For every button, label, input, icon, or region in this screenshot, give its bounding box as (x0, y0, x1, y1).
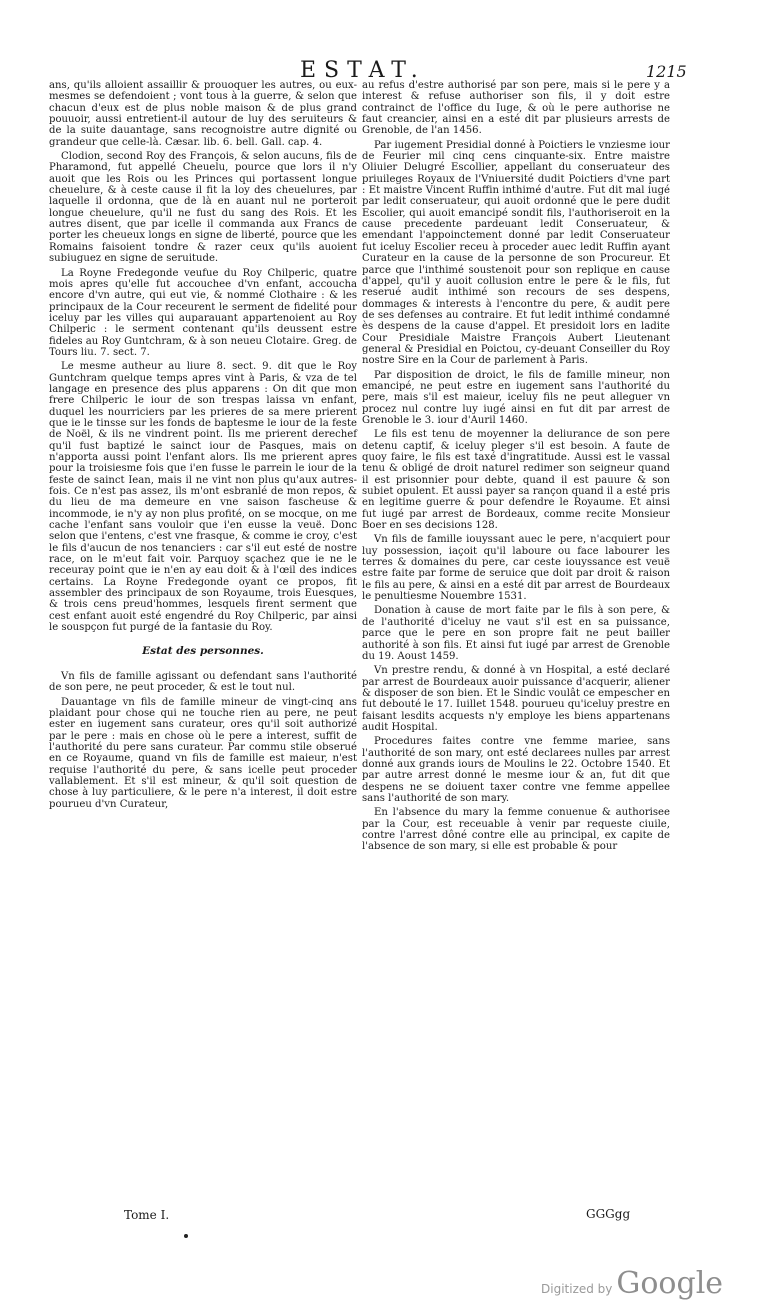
paragraph: Par disposition de droict, le fils de famille mineur, non emancipé, ne peut estre en iugement sans l'authorité du pere, mais s'il est maieur, iceluy fils ne peut alleguer vn procez nul contre luy iugé ainsi en fut dit par arrest de Grenoble le 3. iour d'Auril 1460. (362, 369, 670, 426)
paragraph: En l'absence du mary la femme conuenue & authorisee par la Cour, est receuable à venir par requeste ciuile, contre l'arrest dôné contre elle au principal, ex capite de l'absence de son mary, si elle est probable & pour (362, 807, 670, 853)
right-column (362, 80, 670, 856)
paragraph: Le fils est tenu de moyenner la deliurance de son pere detenu captif, & iceluy pleger s'il est besoin. A faute de quoy faire, le fils est taxé d'ingratitude. Aussi est le vassal tenu & obligé de droit naturel redimer son seigneur quand il est prisonnier pour debte, quand il est pauure & son subiet opulent. Et aussi payer sa rançon quand il a esté pris en legitime guerre & pour defendre le Royaume. Et ainsi fut iugé par arrest de Bordeaux, comme recite Monsieur Boer en ses decisions 128. (362, 429, 670, 532)
google-logo: Google (616, 1266, 724, 1301)
paragraph: Vn fils de famille iouyssant auec le pere, n'acquiert pour luy possession, iaçoit qu'il laboure ou face labourer les terres & domaines du pere, car ceste iouyssance est veuë estre faite par forme de seruice que doit par droit & raison le fils au pere, & ainsi en a esté dit par arrest de Bourdeaux le penultiesme Nouembre 1531. (362, 534, 670, 603)
watermark-prefix: Digitized by (541, 1282, 613, 1296)
signature-mark: GGGgg (586, 1207, 631, 1221)
running-title: ESTAT. (300, 58, 426, 83)
section-heading: Estat des personnes. (142, 644, 264, 657)
ink-speck (184, 1234, 188, 1238)
paragraph: Clodion, second Roy des François, & selon aucuns, fils de Pharamond, fut appellé Cheuelu, pource que lors il n'y auoit que les Rois ou les Princes qui portassent longue cheuelure, & à ceste cause il fit la loy des cheuelures, par laquelle il ordonna, que de là en auant nul ne porteroit longue cheuelure, qu'il ne fust du sang des Rois. Et les autres disent, que par icelle il commanda aux Francs de porter les cheueux longs en signe de liberté, pource que les Romains faisoient tondre & razer ceux qu'ils auoient subiuguez en signe de seruitude. (49, 151, 357, 265)
volume-label: Tome I. (124, 1208, 170, 1222)
paragraph: Vn fils de famille agissant ou defendant sans l'authorité de son pere, ne peut proceder, & est le tout nul. (49, 670, 357, 694)
page-number: 1215 (646, 62, 687, 81)
paragraph: Vn prestre rendu, & donné à vn Hospital, a esté declaré par arrest de Bourdeaux auoir puissance d'acquerir, aliener & disposer de son bien. Et le Sindic voulât ce empescher en fut debouté le 17. Iuillet 1548. pourueu qu'iceluy prestre en faisant lesdits acquests n'y employe les biens appartenans audit Hospital. (362, 665, 670, 733)
paragraph: Procedures faites contre vne femme mariee, sans l'authorité de son mary, ont esté declarees nulles par arrest donné aux grands iours de Moulins le 22. Octobre 1540. Et par autre arrest donné le mesme iour & an, fut dit que despens ne se doiuent taxer contre vne femme appellee sans l'authorité de son mary. (362, 736, 670, 804)
paragraph: Le mesme autheur au liure 8. sect. 9. dit que le Roy Guntchram quelque temps apres vint à Paris, & vza de tel langage en presence des plus apparens : On dit que mon frere Chilperic le iour de son trespas laissa vn enfant, duquel les nourriciers par les prieres de sa mere prierent que ie le tinsse sur les fonds de baptesme le iour de la feste de Noël, & ils ne vindrent point. Ils me prierent derechef qu'il fust baptizé le sainct iour de Pasques, mais on n'apporta aussi point l'enfant alors. Ils me prierent apres pour la troisiesme fois que i'en fusse le parrein le iour de la feste de sainct Iean, mais il ne vint non plus qu'aux autres-fois. Ce n'est pas assez, ils m'ont esbranlé de mon repos, & du lieu de ma demeure en vne saison fascheuse & incommode, ie n'y ay non plus profité, on se mocque, on me cache l'enfant sans vouloir que i'en eusse la veuë. Donc selon que i'entens, c'est vne frasque, & comme ie croy, c'est le fils d'aucun de nos tenanciers : car s'il eut esté de nostre race, on le m'eut fait voir. Parquoy sçachez que ie ne le receuray point que ie n'en ay eau doit & à l'œil des indices certains. La Royne Fredegonde oyant ce propos, fit assembler des principaux de son Royaume, trois Euesques, & trois cens preud'hommes, lesquels firent serment que cest enfant auoit esté engendré du Roy Chilperic, par ainsi le souspçon fut purgé de la fantasie du Roy. (49, 361, 357, 634)
left-column (49, 80, 357, 813)
paragraph: ans, qu'ils alloient assaillir & prouoquer les autres, ou eux-mesmes se defendoient ; vont tous à la guerre, & selon que chacun d'eux est de plus noble maison & de plus grand pouuoir, aussi entretient-il autour de luy des seruiteurs & de la suite dauantage, sans recognoistre autre dignité ou grandeur que celle-là. Cæsar. lib. 6. bell. Gall. cap. 4. (49, 80, 357, 148)
paragraph: au refus d'estre authorisé par son pere, mais si le pere y a interest & refuse authoriser son fils, il y doit estre contrainct de l'office du Iuge, & où le pere authorise ne faut creancier, ainsi en a esté dit par plusieurs arrests de Grenoble, de l'an 1456. (362, 80, 670, 137)
digitization-watermark (541, 1266, 723, 1301)
paragraph: La Royne Fredegonde veufue du Roy Chilperic, quatre mois apres qu'elle fut accouchee d'vn enfant, accoucha encore d'vn autre, qui eut vie, & nommé Clothaire : & les principaux de la Cour receurent le serment de fidelité pour iceluy par les villes qui auparauant appartenoient au Roy Chilperic : le serment contenant qu'ils deussent estre fideles au Roy Guntchram, & à son neueu Clotaire. Greg. de Tours liu. 7. sect. 7. (49, 267, 357, 358)
paragraph: Par iugement Presidial donné à Poictiers le vnziesme iour de Feurier mil cinq cens cinquante-six. Entre maistre Oliuier Delugré Escollier, appellant du conseruateur des priuileges Royaux de l'Vniuersité dudit Poictiers d'vne part : Et maistre Vincent Ruffin inthimé d'autre. Fut dit mal iugé par ledit conseruateur, qui auoit ordonné que le pere dudit Escolier, qui auoit emancipé sondit fils, l'authoriseroit en la cause precedente pardeuant ledit Conseruateur, & emendant l'appoinctement donné par ledit Conseruateur fut iceluy Escolier receu à proceder auec ledit Ruffin ayant Curateur en la cause de la personne de son Procureur. Et parce que l'inthimé soustenoit pour son replique en cause d'appel, qu'il y auoit collusion entre le pere & le fils, fut reserué audit inthimé son recours de ses despens, dommages & interests à l'encontre du pere, & audit pere de ses defenses au contraire. Et fut ledit inthimé condamné ès despens de la cause d'appel. Et presidoit lors en ladite Cour Presidiale Maistre François Aubert Lieutenant general & Presidial en Poictou, cy-deuant Conseiller du Roy nostre Sire en la Cour de parlement à Paris. (362, 139, 670, 367)
paragraph: Donation à cause de mort faite par le fils à son pere, & de l'authorité d'iceluy ne vaut s'il est en sa puissance, parce que le pere en son propre fait ne peut bailler authorité à son fils. Et ainsi fut iugé par arrest de Grenoble du 19. Aoust 1459. (362, 605, 670, 662)
paragraph: Dauantage vn fils de famille mineur de vingt-cinq ans plaidant pour chose qui ne touche rien au pere, ne peut ester en iugement sans curateur, ores qu'il soit authorizé par le pere : mais en chose où le pere a interest, suffit de l'authorité du pere sans curateur. Par commu stile obserué en ce Royaume, quand vn fils de famille est maieur, n'est requise l'authorité du pere, & sans icelle peut proceder vallablement. Et s'il est mineur, & qu'il soit question de chose à luy particuliere, & le pere n'a interest, il doit estre pourueu d'vn Curateur, (49, 696, 357, 810)
